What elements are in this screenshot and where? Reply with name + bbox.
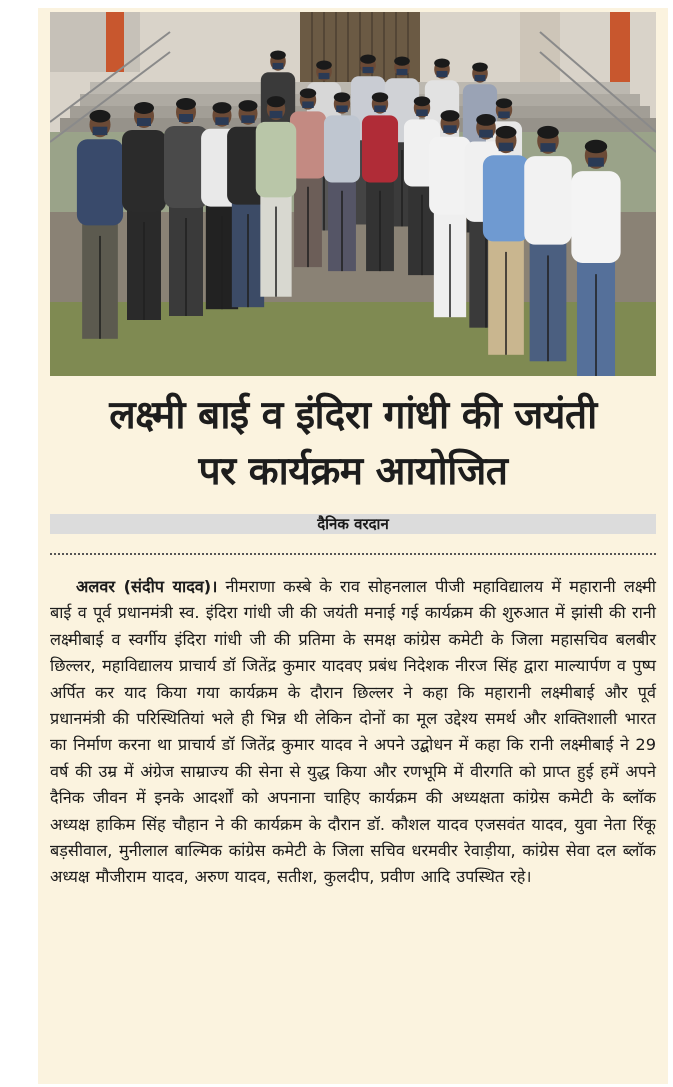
headline-line-2: पर कार्यक्रम आयोजित	[198, 449, 508, 494]
article-body-text: नीमराणा कस्बे के राव सोहनलाल पीजी महाविद्यालय में महारानी लक्ष्मी बाई व पूर्व प्रधानमंत्री स्व. इंदिरा गांधी जी की जयंती मनाई गई कार्यक्रम की शुरुआत में झांसी की रानी लक्ष्मीबाई व स्वर्गीय इंदिरा गांधी जी की प्रतिमा के समक्ष कांग्रेस कमेटी के जिला महासचिव बलबीर छिल्लर, महाविद्यालय प्राचार्य डॉ जितेंद्र कुमार यादवए प्रबंध निदेशक नीरज सिंह द्वारा माल्यार्पण व पुष्प अर्पित कर याद किया गया कार्यक्रम के दौरान छिल्लर ने कहा कि महारानी लक्ष्मीबाई और पूर्व प्रधानमंत्री की परिस्थितियां भले ही भिन्न थी लेकिन दोनों का मूल उद्देश्य समर्थ और शक्तिशाली भारत का निर्माण करना था प्राचार्य डॉ जितेंद्र कुमार यादव ने अपने उद्बोधन में कहा कि रानी लक्ष्मीबाई ने 29 वर्ष की उम्र में अंग्रेज साम्राज्य की सेना से युद्ध किया और रणभूमि में वीरगति को प्राप्त हुई हमें अपने दैनिक जीवन में इनके आदर्शों को अपनाना चाहिए कार्यक्रम की अध्यक्षता कांग्रेस कमेटी के ब्लॉक अध्यक्ष हाकिम सिंह चौहान ने की कार्यक्रम के दौरान डॉ. कौशल यादव एजसवंत यादव, युवा नेता रिंकू बड़सीवाल, मुनीलाल बाल्मिक कांग्रेस कमेटी के जिला सचिव धरमवीर रेवाड़ीया, कांग्रेस सेवा दल ब्लॉक अध्यक्ष मौजीराम यादव, अरुण यादव, सतीश, कुलदीप, प्रवीण आदि उपस्थित रहे।	[50, 577, 656, 887]
source-strip	[50, 514, 656, 534]
newspaper-clipping	[38, 8, 668, 1084]
dateline: अलवर (संदीप यादव)।	[76, 577, 218, 596]
headline-line-1: लक्ष्मी बाई व इंदिरा गांधी की जयंती	[109, 393, 597, 438]
source-label: दैनिक वरदान	[317, 515, 389, 533]
group-photo-icon	[50, 12, 656, 376]
article-body	[50, 574, 656, 891]
dotted-divider	[50, 553, 656, 555]
headline	[48, 388, 658, 500]
